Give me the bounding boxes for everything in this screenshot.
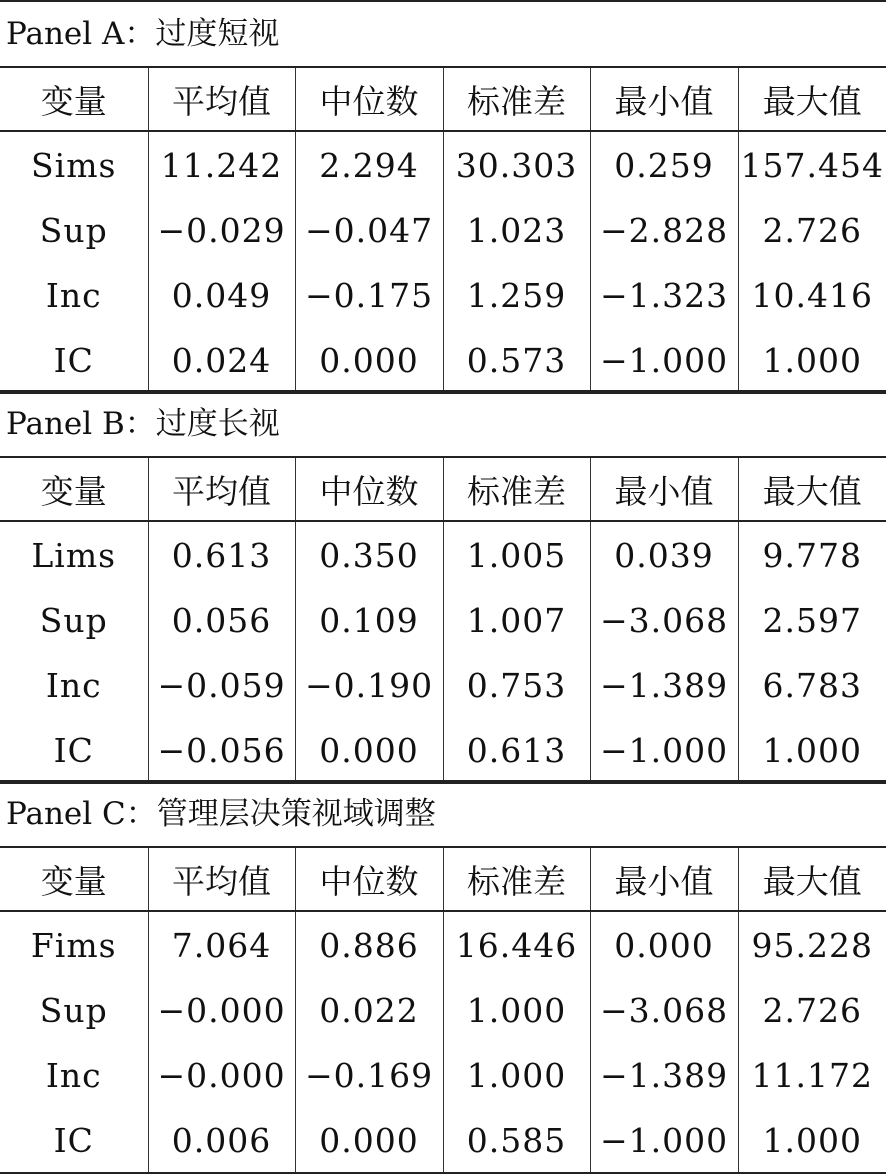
- cell-mean: 7.064: [148, 911, 295, 978]
- stats-table: [0, 66, 886, 394]
- cell-max: 10.416: [738, 263, 886, 328]
- cell-max: 6.783: [738, 653, 886, 718]
- cell-max: 9.778: [738, 521, 886, 588]
- cell-variable: Sup: [39, 601, 108, 640]
- header-std: 标准差: [443, 847, 590, 911]
- cell-variable: IC: [0, 328, 148, 393]
- cell-std: 1.007: [443, 588, 590, 653]
- panel-title: Panel C：管理层决策视域调整: [0, 780, 886, 846]
- cell-median: −0.047: [295, 198, 443, 263]
- cell-median: 0.886: [295, 911, 443, 978]
- cell-variable: Sup: [39, 991, 108, 1030]
- header-std: 标准差: [443, 457, 590, 521]
- header-min: 最小值: [590, 457, 738, 521]
- header-mean: 平均值: [148, 457, 295, 521]
- header-min: 最小值: [590, 67, 738, 131]
- cell-mean: 11.242: [148, 131, 295, 198]
- cell-max: 95.228: [738, 911, 886, 978]
- cell-mean: −0.056: [148, 718, 295, 783]
- table-row: [0, 718, 886, 783]
- header-max: 最大值: [738, 847, 886, 911]
- cell-min: −1.000: [590, 328, 738, 393]
- cell-min: 0.000: [590, 911, 738, 978]
- cell-variable: IC: [0, 718, 148, 783]
- cell-median: 0.000: [295, 1108, 443, 1173]
- cell-mean: −0.000: [148, 978, 295, 1043]
- cell-median: 0.000: [295, 718, 443, 783]
- header-min: 最小值: [590, 847, 738, 911]
- cell-min: −3.068: [590, 588, 738, 653]
- cell-std: 0.573: [443, 328, 590, 393]
- cell-mean: 0.049: [148, 263, 295, 328]
- cell-mean: 0.056: [148, 588, 295, 653]
- cell-std: 1.000: [443, 1043, 590, 1108]
- header-mean: 平均值: [148, 847, 295, 911]
- header-variable: 变量: [0, 847, 148, 911]
- panel-title: Panel B：过度长视: [0, 390, 886, 456]
- cell-median: 2.294: [295, 131, 443, 198]
- cell-std: 30.303: [443, 131, 590, 198]
- cell-median: −0.190: [295, 653, 443, 718]
- cell-min: −1.389: [590, 653, 738, 718]
- cell-max: 157.454: [738, 131, 886, 198]
- stats-table: [0, 456, 886, 784]
- cell-median: 0.350: [295, 521, 443, 588]
- cell-mean: −0.000: [148, 1043, 295, 1108]
- cell-max: 1.000: [738, 1108, 886, 1173]
- header-max: 最大值: [738, 457, 886, 521]
- header-row: [0, 67, 886, 131]
- cell-variable: Lims: [31, 535, 117, 575]
- cell-min: −1.389: [590, 1043, 738, 1108]
- header-row: [0, 847, 886, 911]
- cell-mean: 0.024: [148, 328, 295, 393]
- header-std: 标准差: [443, 67, 590, 131]
- cell-median: −0.169: [295, 1043, 443, 1108]
- cell-max: 1.000: [738, 718, 886, 783]
- cell-mean: −0.059: [148, 653, 295, 718]
- cell-min: −2.828: [590, 198, 738, 263]
- cell-min: 0.039: [590, 521, 738, 588]
- cell-variable: Sup: [39, 211, 108, 250]
- cell-variable: Inc: [45, 276, 102, 315]
- table-row: [0, 131, 886, 198]
- cell-variable: Inc: [45, 666, 102, 705]
- header-variable: 变量: [0, 67, 148, 131]
- table-row: [0, 263, 886, 328]
- cell-variable: Fims: [30, 925, 117, 965]
- cell-median: 0.022: [295, 978, 443, 1043]
- table-row: [0, 1043, 886, 1108]
- cell-max: 2.726: [738, 198, 886, 263]
- cell-max: 11.172: [738, 1043, 886, 1108]
- table-row: [0, 328, 886, 393]
- table-row: [0, 653, 886, 718]
- cell-std: 1.259: [443, 263, 590, 328]
- cell-std: 0.753: [443, 653, 590, 718]
- header-median: 中位数: [295, 847, 443, 911]
- cell-variable: IC: [0, 1108, 148, 1173]
- table-row: [0, 588, 886, 653]
- cell-max: 1.000: [738, 328, 886, 393]
- cell-median: −0.175: [295, 263, 443, 328]
- cell-std: 16.446: [443, 911, 590, 978]
- cell-min: −1.000: [590, 718, 738, 783]
- header-median: 中位数: [295, 457, 443, 521]
- stats-table: [0, 846, 886, 1174]
- table-row: [0, 1108, 886, 1173]
- cell-std: 1.000: [443, 978, 590, 1043]
- cell-median: 0.000: [295, 328, 443, 393]
- cell-min: −3.068: [590, 978, 738, 1043]
- table-row: [0, 978, 886, 1043]
- cell-median: 0.109: [295, 588, 443, 653]
- cell-std: 1.005: [443, 521, 590, 588]
- table-row: [0, 521, 886, 588]
- cell-min: 0.259: [590, 131, 738, 198]
- header-mean: 平均值: [148, 67, 295, 131]
- table-row: [0, 198, 886, 263]
- cell-min: −1.000: [590, 1108, 738, 1173]
- panel-title: Panel A：过度短视: [0, 0, 886, 66]
- header-variable: 变量: [0, 457, 148, 521]
- header-row: [0, 457, 886, 521]
- cell-mean: −0.029: [148, 198, 295, 263]
- cell-max: 2.726: [738, 978, 886, 1043]
- header-max: 最大值: [738, 67, 886, 131]
- cell-std: 1.023: [443, 198, 590, 263]
- cell-variable: Inc: [45, 1056, 102, 1095]
- table-row: [0, 911, 886, 978]
- cell-std: 0.613: [443, 718, 590, 783]
- cell-mean: 0.613: [148, 521, 295, 588]
- cell-max: 2.597: [738, 588, 886, 653]
- cell-variable: Sims: [31, 145, 117, 185]
- cell-std: 0.585: [443, 1108, 590, 1173]
- cell-min: −1.323: [590, 263, 738, 328]
- header-median: 中位数: [295, 67, 443, 131]
- cell-mean: 0.006: [148, 1108, 295, 1173]
